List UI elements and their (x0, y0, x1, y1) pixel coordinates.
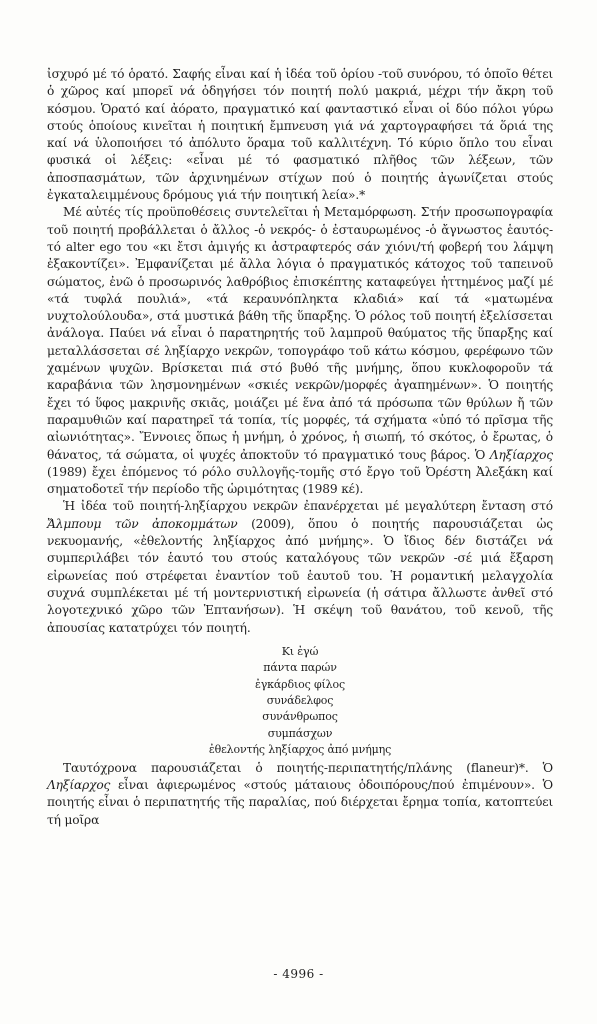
paragraph-text: (2009), ὅπου ὁ ποιητής παρουσιάζεται ὡς νεκυομανής, «ἐθελοντής ληξίαρχος ἀπό μνήμης». Ὁ ἴδιος δέν διστάζει νά συμπεριλάβει τόν ἑαυτό του στούς καταλόγους τῶν νεκρῶν -σέ μιά ἔξαρση εἰρωνείας πού στρέφεται ἐναντίον τοῦ ἑαυτοῦ του. Ἡ ρομαντική μελαγχολία συχνά συμπλέκεται μέ τή μοντερνιστική εἰρωνεία (ἡ σάτιρα ἄλλωστε ἀνθεῖ στό λογοτεχνικό χῶρο τῶν Ἑπτανήσων). Ἡ σκέψη τοῦ θανάτου, τοῦ κενοῦ, τῆς ἀπουσίας κατατρύχει τόν ποιητή. (47, 516, 553, 635)
paragraph-text: εἶναι ἀφιερωμένος «στούς μάταιους ὁδοιπόρους/πού ἐπιμένουν». Ὁ ποιητής εἶναι ὁ περιπατητής τῆς παραλίας, πού διέρχεται ἔρημα τοπία, κατοπτεύει τή μοῖρα (47, 777, 553, 827)
book-title-lixiarchos: Ληξίαρχος (47, 777, 111, 792)
poem-line: ἐγκάρδιος φίλος (255, 677, 345, 691)
poem-line: συμπάσχων (267, 726, 333, 740)
poem-excerpt (47, 644, 553, 759)
paragraph-text: Ἡ ἰδέα τοῦ ποιητή-ληξίαρχου νεκρῶν ἐπανέρχεται μέ μεγαλύτερη ἔνταση στό (63, 499, 553, 514)
page-number: - 4996 - (273, 967, 324, 981)
poem-line: συνάνθρωπος (262, 710, 338, 724)
paragraph-text: (1989) ἔχει ἐπόμενος τό ρόλο συλλογῆς-τομῆς στό ἔργο τοῦ Ὀρέστη Ἀλεξάκη καί σηματοδοτεῖ τήν περίοδο τῆς ὡριμότητας (1989 κέ). (47, 464, 553, 497)
paragraph-4 (47, 760, 553, 829)
book-title-lixiarchos: Ληξίαρχος (489, 447, 553, 462)
book-title-album: Ἄλμπουμ τῶν ἀποκομμάτων (47, 516, 238, 531)
paragraph-1 (47, 66, 553, 204)
paragraph-3 (47, 498, 553, 636)
paragraph-2 (47, 204, 553, 498)
paragraph-text: Ταυτόχρονα παρουσιάζεται ὁ ποιητής-περιπατητής/πλάνης (flaneur)*. Ὁ (63, 760, 553, 775)
poem-line: συνάδελφος (266, 694, 334, 708)
poem-line: ἐθελοντής ληξίαρχος ἀπό μνήμης (208, 743, 392, 757)
paragraph-text: ἰσχυρό μέ τό ὁρατό. Σαφής εἶναι καί ἡ ἰδέα τοῦ ὁρίου -τοῦ συνόρου, τό ὁποῖο θέτει ὁ χῶρος καί μπορεῖ νά ὁδηγήσει τόν ποιητή πολύ μακριά, μέχρι τήν ἄκρη τοῦ κόσμου. Ὁρατό καί ἀόρατο, πραγματικό καί φανταστικό εἶναι οἱ δύο πόλοι γύρω στούς ὁποίους κινεῖται ἡ ποιητική ἔμπνευση γιά νά χαρτογραφήσει τά ὅριά της καί νά ὑλοποιήσει τό ἀπόλυτο ὅραμα τοῦ καλλιτέχνη. Τό κύριο ὅπλο του εἶναι φυσικά οἱ λέξεις: «εἶναι μέ τό φασματικό πλῆθος τῶν λέξεων, τῶν ἀποσπασμάτων, τῶν ἀρχινημένων στίχων πού ὁ ποιητής ἀγωνίζεται στούς ἐγκαταλειμμένους δρόμους γιά τήν ποιητική λεία».* (47, 67, 553, 203)
paragraph-text: Μέ αὐτές τίς προϋποθέσεις συντελεῖται ἡ Μεταμόρφωση. Στήν προσωπογραφία τοῦ ποιητή προβάλλεται ὁ ἄλλος -ὁ νεκρός- ὁ ἐσταυρωμένος -ὁ ἄγνωστος ἑαυτός- τό alter ego του «κι ἔτσι ἀμιγής κι ἀστραφτερός σάν χιόνι/τή φοβερή του λάμψη ἐξακοντίζει». Ἐμφανίζεται μέ ἄλλα λόγια ὁ πραγματικός κάτοχος τοῦ ταπεινοῦ σώματος, ἐνῶ ὁ προσωρινός λαθρόβιος ἐπισκέπτης καταφεύγει ἡττημένος μαζί μέ «τά τυφλά πουλιά», «τά κεραυνόπληκτα κλαδιά» καί τά «ματωμένα νυχτολούλουδα», στά μυστικά βάθη τῆς ὕπαρξης. Ὁ ρόλος τοῦ ποιητή ἐξελίσσεται ἀνάλογα. Παύει νά εἶναι ὁ παρατηρητής τοῦ λαμπροῦ θαύματος τῆς ὕπαρξης καί μεταλλάσσεται σέ ληξίαρχο νεκρῶν, τοπογράφο τοῦ κάτω κόσμου, φερέφωνο τῶν χαμένων ψυχῶν. Βρίσκεται πιά στό βυθό τῆς μνήμης, ὅπου κυκλοφοροῦν τά καραβάνια τῶν λησμονημένων «σκιές νεκρῶν/μορφές ἀγαπημένων». Ὁ ποιητής ἔχει τό ὕφος μακρινῆς σκιᾶς, μοιάζει μέ ἕνα ἀπό τά πρόσωπα τῶν θρύλων ἤ τῶν παραμυθιῶν καί παρατηρεῖ τά τοπία, τίς μορφές, τά σχήματα «ὑπό τό πρῖσμα τῆς αἰωνιότητας». Ἔννοιες ὅπως ἡ μνήμη, ὁ χρόνος, ἡ σιωπή, τό σκότος, ὁ ἔρωτας, ὁ θάνατος, τά σώματα, οἱ ψυχές ἀποκτοῦν τό πραγματικό τους βάρος. Ὁ (47, 205, 553, 462)
poem-line: πάντα παρών (263, 661, 337, 675)
poem-line: Κι ἐγώ (281, 644, 319, 658)
page-body (47, 66, 553, 829)
